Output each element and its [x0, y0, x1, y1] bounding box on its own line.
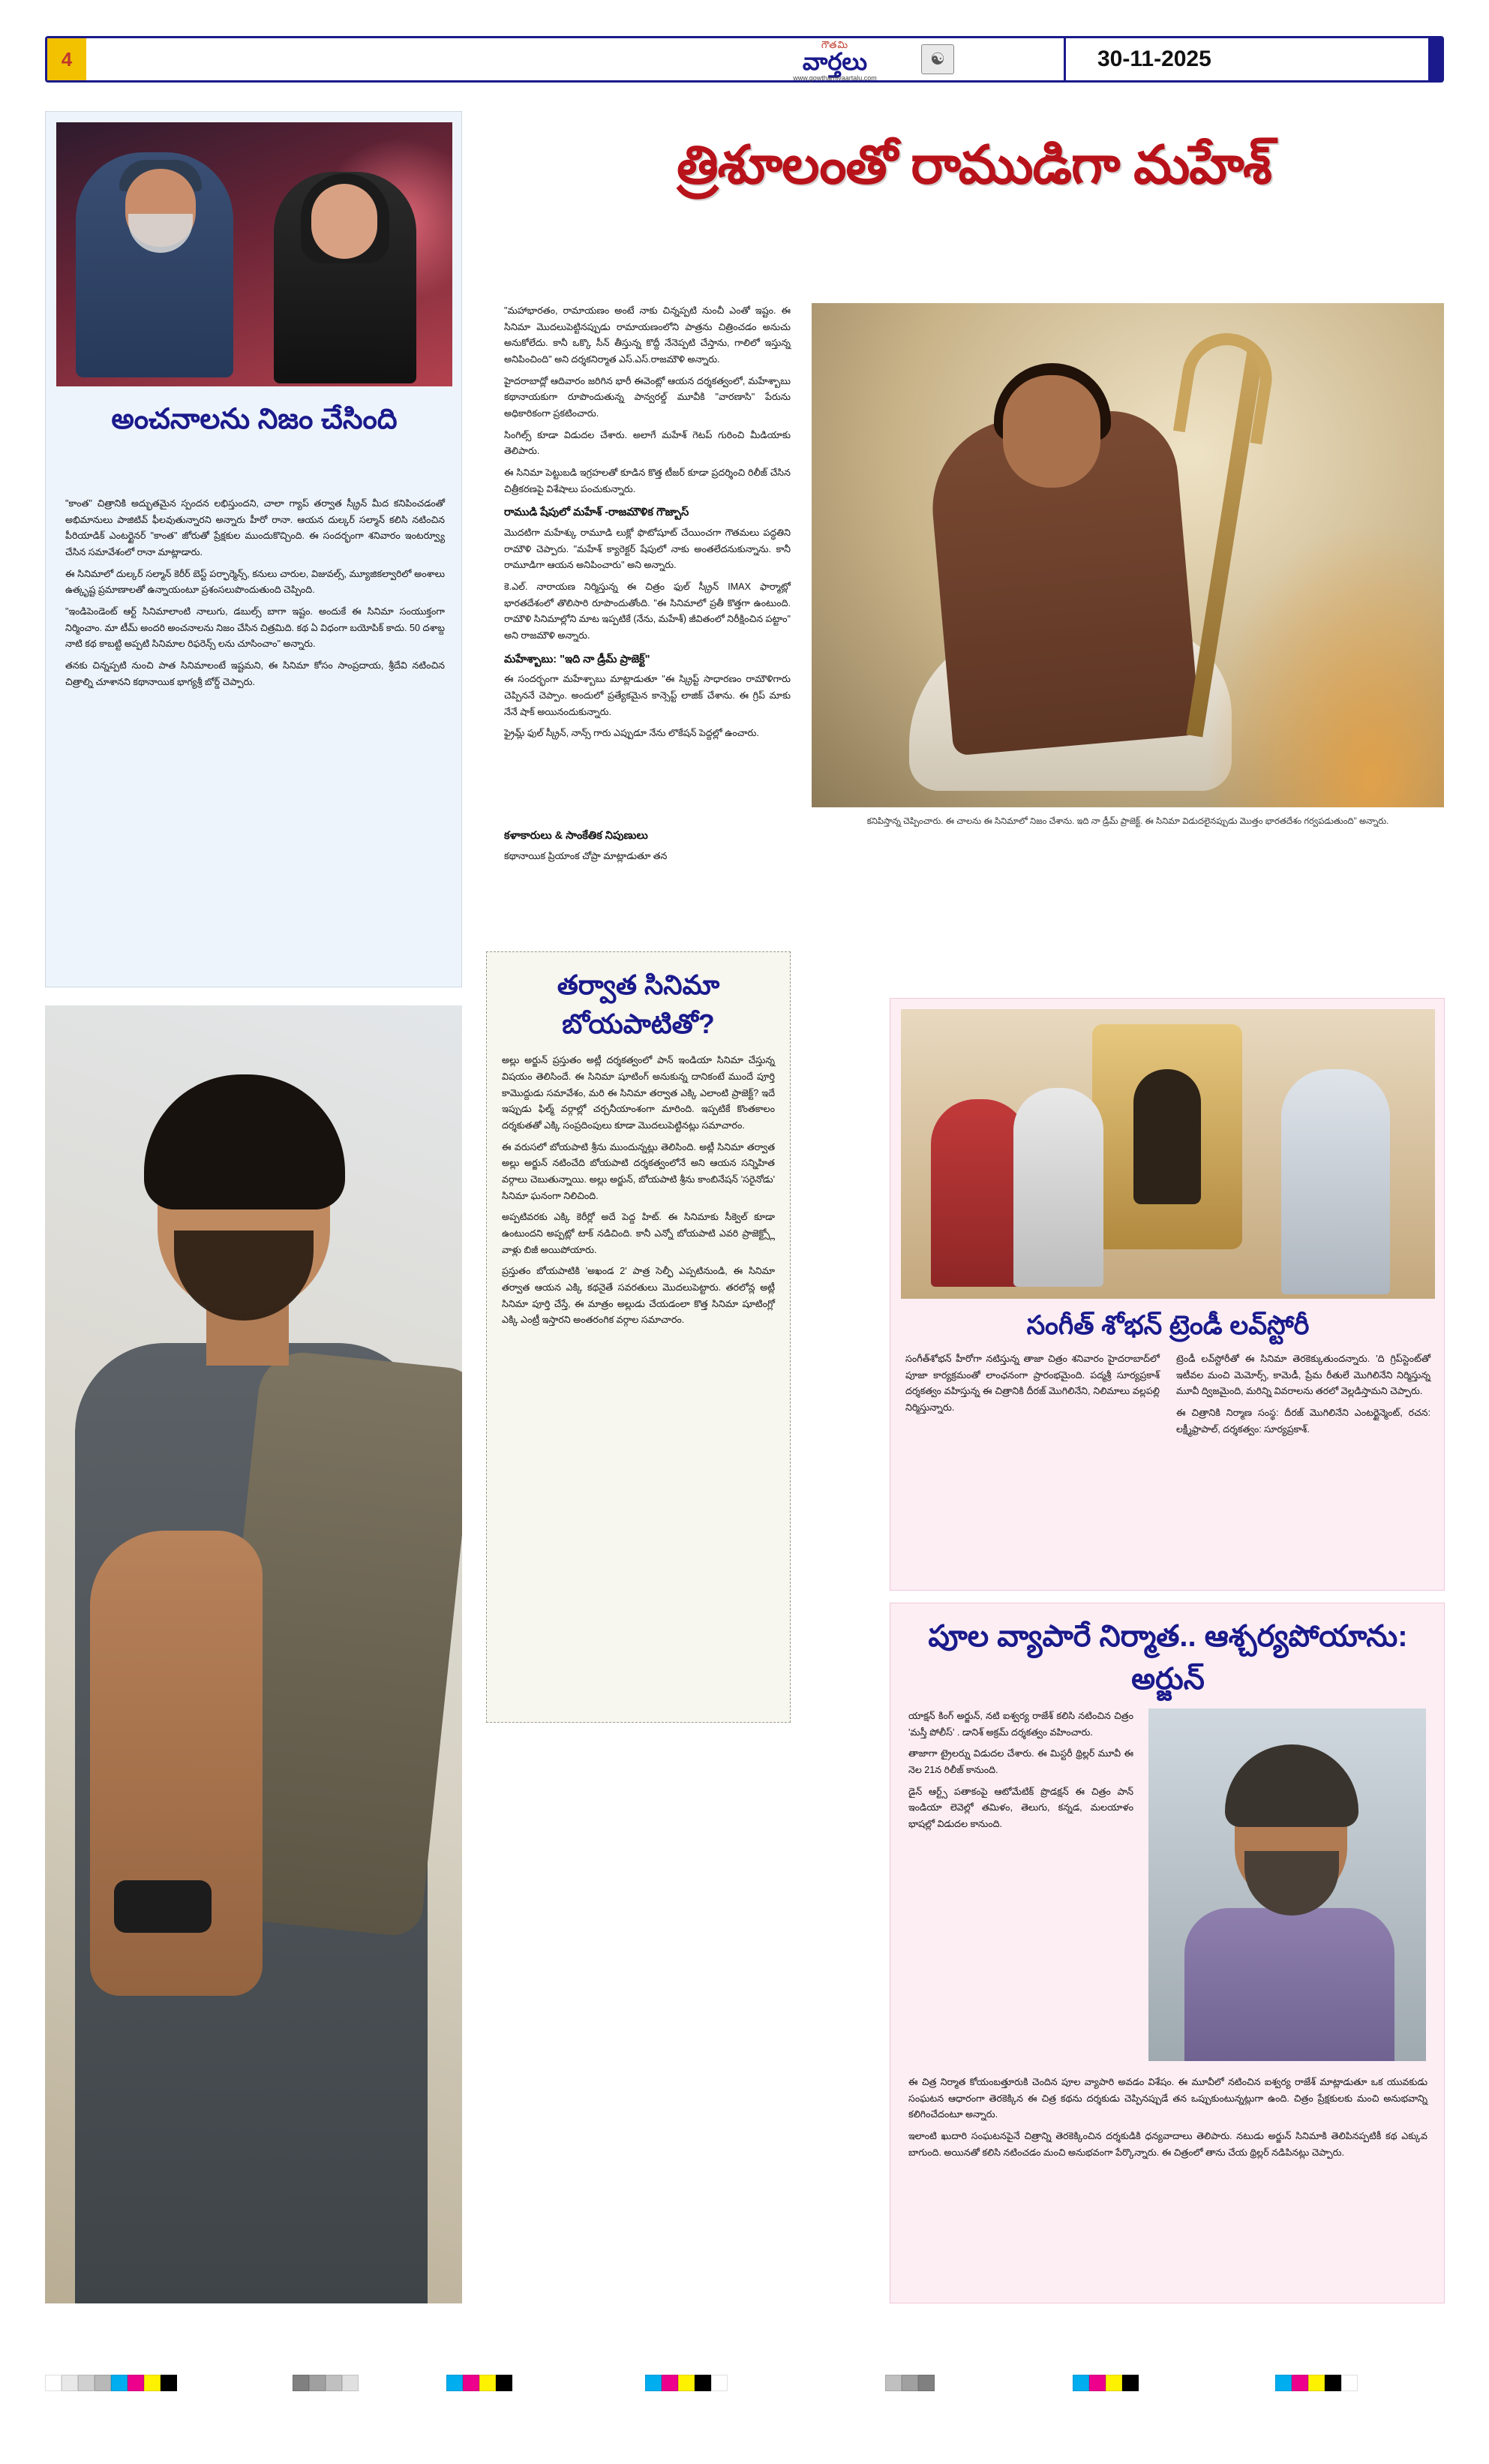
paragraph: ట్రెండీ లవ్‌స్టోరీతో ఈ సినిమా తెరకెక్కుతుందన్నారు. 'ది గ్రిప్‌స్టెంట్‌తో ఇటీవల మంచి మెమోర్స్, కామెడీ, ప్రేమ రీతులే మొగిలినేని నిర్మిస్తున్న మూవీ ద్విజమైంది, మరిన్ని వివరాలను తరలో వెల్లడిస్తామని చెప్పారు. [1176, 1354, 1430, 1397]
color-swatch [1341, 2375, 1358, 2391]
paragraph: హైదరాబాద్లో ఆదివారం జరిగిన భారీ ఈవెంట్లో ఆయన దర్శకత్వంలో, మహేశ్బాబు కథానాయకుగా రూపొందుతున్న పాన్వరల్డ్ మూవీకి "వారణాసి" పేరును అధికారికంగా ప్రకటించారు. [504, 375, 791, 419]
color-swatch [78, 2375, 95, 2391]
color-swatch [1106, 2375, 1122, 2391]
color-bar-group [885, 2375, 935, 2391]
article-arjun [890, 1603, 1445, 2303]
color-swatch [1325, 2375, 1341, 2391]
sangeeth-body [905, 1351, 1430, 1438]
newspaper-logo [722, 40, 947, 82]
color-swatch [95, 2375, 111, 2391]
paragraph: ఈ చిత్ర నిర్మాత కోయంబత్తూరుకి చెందిన పూల వ్యాపారి అవడం విశేషం. ఈ మూవీలో నటించిన ఐశ్వర్య రాజేశ్ మాట్లాడుతూ ఒక యువకుడు సంఘటన ఆధారంగా తెరకెక్కిన ఈ చిత్ర కథను దర్శకుడు చెప్పినప్పుడే తన ఒప్పుకుంటున్నట్లుగా ఉంది. చిత్రం ప్రేక్షకులకు మంచి అనుభవాన్ని కలిగించేదంటూ అన్నారు. [908, 2077, 1427, 2120]
mahesh-subheading-3: కళాకారులు & సాంకేతిక నిపుణులు [504, 830, 648, 842]
mahesh-article-column-1 [504, 303, 791, 747]
color-bar-group [446, 2375, 512, 2391]
paragraph: సింగిల్స్ కూడా విడుదల చేశారు. అలాగే మహేశ్ గెటప్ గురించి మీడియాకు తెలిపారు. [504, 429, 791, 457]
color-swatch [496, 2375, 512, 2391]
color-swatch [128, 2375, 144, 2391]
paragraph: తాజాగా ట్రైలర్ను విడుదల చేశారు. ఈ మిస్టరీ థ్రిల్లర్ మూవీ ఈ నెల 21న రిలీజ్ కానుంది. [908, 1748, 1133, 1775]
photo-wristwatch [114, 1880, 212, 1933]
main-headline: త్రిశూలంతో రాముడిగా మహేశ్ [677, 136, 1271, 195]
color-swatch [479, 2375, 496, 2391]
color-swatch [111, 2375, 128, 2391]
paragraph: ఈ సందర్భంగా మహేశ్బాబు మాట్లాడుతూ "ఈ స్క్రిప్ట్ సాధారణం రామౌళిగారు చెప్పిననే చెప్పాం. అందులో ప్రత్యేకమైన కాన్సెప్ట్ లాజిక్ చేశాను. ఈ గ్రిప్ మాకు నేనే షాక్ అయినందుకున్నారు. [504, 674, 791, 717]
paragraph: సంగీత్‌శోభన్ హీరోగా నటిస్తున్న తాజా చిత్రం శనివారం హైదరాబాద్‌లో పూజా కార్యక్రమంతో లాంఛనంగా ప్రారంభమైంది. పద్మశ్రీ సూర్యప్రకాశ్ దర్శకత్వం వహిస్తున్న ఈ చిత్రానికి దీరజ్ మొగిలినేని, నిలిమాలు వల్లపల్లి నిర్మిస్తున్నారు. [905, 1354, 1160, 1413]
photo-hair [1225, 1744, 1358, 1827]
paragraph: ఈ సినిమా పెట్టుబడి ఇగ్రహలతో కూడిన కొత్త టీజర్ కూడా ప్రదర్శించి రిలీజ్ చేసిన చిత్రీకరణపై విశేషాలు పంచుకున్నారు. [504, 467, 791, 494]
color-swatch [463, 2375, 479, 2391]
boyapati-body [502, 1053, 775, 1329]
color-swatch [1292, 2375, 1308, 2391]
paragraph: అప్పటివరకు ఎక్కి కెరీర్లో అదే పెద్ద హిట్. ఈ సినిమాకు సీక్వెల్ కూడా ఉంటుందని అప్పట్లో టాక్ నడిచింది. కానీ ఎన్నో బోయపాటి ఎవరి ప్రాజెక్ట్స్లో వాళ్లు బిజీ అయిపోయారు. [502, 1212, 775, 1255]
allu-arjun-photo [45, 1005, 462, 2303]
photo-face-female [311, 184, 377, 259]
paragraph: మొదటిగా మహేశ్కు రామూడి లుక్లో ఫొటోషూట్ చేయించగా గౌతమలు పద్ధతిని రామౌళి చెప్పారు. "మహేశ్ క్యారెక్టర్ షేపులో నాకు అంతలేదనుకున్నాను. కానీ రామూడిగా ఆయన అనిపించారు" అని అన్నారు. [504, 527, 791, 571]
poster-hero-face [1003, 375, 1100, 488]
paragraph: "కాంత" చిత్రానికి అద్భుతమైన స్పందన లభిస్తుందని, చాలా గ్యాప్ తర్వాత స్క్రీన్ మీద కనిపించడంతో అభిమానులు పాజిటివ్ ఫీలవుతున్నారని అన్నారు హీరో రానా. ఆయన దుల్కర్ సల్మాన్ కలిసి నటించిన పీరియాడిక్ ఎంటర్టైనర్ "కాంత" జోరుతో ప్రేక్షకుల ముందుకొచ్చింది. ఈ సందర్భంగా శనివారం ఇంటర్వ్యూ చేసిన సమావేశంలో రానా మాట్లాడారు. [65, 498, 445, 557]
color-swatch [161, 2375, 177, 2391]
photo-person-2 [1013, 1088, 1103, 1287]
photo-shirt [1184, 1908, 1394, 2061]
paragraph: కె.ఎల్. నారాయణ నిర్మిస్తున్న ఈ చిత్రం ఫుల్ స్క్రీన్ IMAX ఫార్మాట్లో భారతదేశంలో తొలిసారి రూపొందుతోంది. "ఈ సినిమాలో ప్రతీ కొత్తగా ఉంటుంది. రామౌళి సినిమాల్లోని మాట ఇప్పటికే (నేను, మహేశ్) జీవితంలో నిరీక్షించిన పట్టాం" అని రాజమౌళి అన్నారు. [504, 581, 791, 641]
color-swatch [1089, 2375, 1106, 2391]
color-swatch [1122, 2375, 1139, 2391]
color-swatch [645, 2375, 662, 2391]
logo-top-text: గౌతమి [821, 39, 849, 51]
color-swatch [309, 2375, 326, 2391]
color-bar-group [645, 2375, 728, 2391]
mahesh-movie-poster [812, 303, 1444, 807]
mahesh-subheading-2: మహేశ్బాబు: "ఇది నా డ్రీమ్ ప్రాజెక్ట్" [504, 653, 650, 666]
color-swatch [1275, 2375, 1292, 2391]
logo-website-text: www.gowthamivaartalu.com [793, 74, 877, 82]
color-swatch [62, 2375, 78, 2391]
color-swatch [446, 2375, 463, 2391]
mahesh-photo-caption: కనిపిస్తాన్న చెప్పించారు. ఈ చాలను ఈ సినిమాలో నిజం చేశాను. ఇది నా డ్రీమ్ ప్రాజెక్ట్. ఈ సినిమా విడుదలైనప్పుడు మొత్తం భారతదేశం గర్వపడుతుంది" అన్నారు. [866, 817, 1389, 826]
color-swatch [342, 2375, 359, 2391]
venkatesh-headline: అంచనాలను నిజం చేసింది [111, 404, 398, 435]
sangeeth-launch-photo [901, 1009, 1435, 1299]
venkatesh-photo [56, 122, 452, 386]
sangeeth-headline: సంగీత్ శోభన్ ట్రెండీ లవ్‌స్టోరీ [1026, 1311, 1310, 1340]
masthead-divider [1064, 38, 1066, 80]
masthead [45, 36, 1444, 83]
photo-beard [1244, 1851, 1339, 1916]
color-swatch [695, 2375, 711, 2391]
poster-fire-glow [1204, 522, 1444, 807]
mahesh-subheading-1: రాముడి షేపులో మహేశ్ -రాజమౌళిక గౌజ్బాస్ [504, 506, 689, 519]
photo-person-3 [1281, 1069, 1390, 1294]
color-swatch [45, 2375, 62, 2391]
color-swatch [885, 2375, 902, 2391]
color-bar-group [45, 2375, 177, 2391]
mahesh-article-column-2 [504, 821, 791, 870]
arjun-body-column [908, 1708, 1133, 1838]
photo-idol [1133, 1069, 1201, 1204]
color-swatch [711, 2375, 728, 2391]
color-bar-group [1073, 2375, 1139, 2391]
masthead-right-bar [1428, 38, 1442, 80]
paragraph: ఇలాంటి ఖుదారి సంఘటనపైనే చిత్రాన్ని తెరకెక్కించిన దర్శకుడికి ధన్యవాదాలు తెలిపారు. నటుడు అర్జున్ సినిమాకి తెలిపినప్పటికీ కథ ఎక్కువ బాగుంది. అయినతో కలిసి నటించడం మంచి అనుభవంగా పేర్కొన్నారు. ఈ చిత్రంలో తాను చేయ థ్రిల్లర్ నడిపినట్లు చెప్పారు. [908, 2130, 1427, 2158]
emblem-icon: ☯ [921, 44, 954, 74]
paragraph: కథానాయిక ప్రియాంక చోప్రా మాట్లాడుతూ తన [504, 850, 668, 861]
paragraph: ఈ వరుసలో బోయపాటి శ్రీను ముందున్నట్లు తెలిసింది. అట్లీ సినిమా తర్వాత అల్లు అర్జున్ నటించేది బోయపాటి దర్శకత్వంలోనే అని ఆయన సన్నిహిత వర్గాలు చెబుతున్నాయి. అల్లు అర్జున్, బోయపాటి శ్రీను కాంబినేషన్ 'సరైనోడు' సినిమా ఘనంగా నిలిచింది. [502, 1141, 775, 1201]
color-swatch [902, 2375, 918, 2391]
color-bar-group [293, 2375, 359, 2391]
arjun-bottom-text [908, 2075, 1427, 2166]
paragraph: అల్లు అర్జున్ ప్రస్తుతం అట్లీ దర్శకత్వంలో పాన్ ఇండియా సినిమా చేస్తున్న విషయం తెలిసిందే. ఈ సినిమా షూటింగ్ అనుకున్న దానికంటే ముందే పూర్తి కామెుద్దుడు సమావేశం, మరి ఈ సినిమా తర్వాత ఎక్కి ఎలాంటి ప్రాజెక్ట్? ఇదే ఇప్పుడు ఫిల్మ్ వర్గాల్లో చర్చనీయాంశంగా మారింది. ఇప్పటికే కొంతకాలం దర్శకుతతో ఎక్కి సంప్రదింపులు కూడా మొదలుపెట్టినట్లు సమాచారం. [502, 1055, 775, 1131]
paragraph: "ఇండిపెండెంట్ ఆర్ట్ సినిమాలాంటి నాలుగు, డబుల్స్ బాగా ఇష్టం. అందుకే ఈ సినిమా సంయుక్తంగా నిర్మించాం. మా టీమ్ అందరి అంచనాలను నిజం చేసిన చిత్రమిది. కథ ఏ విధంగా బయోపిక్ కాదు. 50 దశాబ్ద నాటి కథ కాబట్టి అప్పటి సినిమాల రిఫరెన్స్ లను చూసించాం" అన్నారు. [65, 605, 445, 650]
color-swatch [1308, 2375, 1325, 2391]
color-swatch [293, 2375, 309, 2391]
color-swatch [678, 2375, 695, 2391]
article-boyapati [486, 951, 791, 1723]
color-swatch [144, 2375, 161, 2391]
paragraph: తనకు చిన్నప్పటి నుంచి పాత సినిమాలంటే ఇష్టమని, ఈ సినిమా కోసం సాంప్రదాయ, శ్రీదేవి నటించిన చిత్రాల్ని చూశానని కథానాయిక భాగ్యశ్రీ బోర్డ్ చెప్పారు. [65, 660, 445, 687]
paragraph: "మహాభారతం, రామాయణం అంటే నాకు చిన్నప్పటి నుంచీ ఎంతో ఇష్టం. ఈ సినిమా మొదలుపెట్టినప్పుడు రామాయణంలోని పాత్రను చిత్రించడం అనుచు అనుకోలేదు. కానీ ఒక్కొ సీన్ తీస్తున్న కొద్దీ నేనెప్పటి చేస్తాను, గాలిలో ఇస్తున్న అనిపించింది" అని దర్శకనిర్మాత ఎస్.ఎస్.రాజమౌళి అన్నారు. [504, 305, 791, 365]
paragraph: యాక్షన్ కింగ్ అర్జున్, నటి ఐశ్వర్య రాజేశ్ కలిసి నటించిన చిత్రం 'మస్తీ పోలీస్' . డానిశ్ అక్రమ్ దర్శకత్వం వహించారు. [908, 1711, 1133, 1738]
paragraph: ఫ్రైమ్ల్ ఫుల్ స్క్రీన్, నాన్స్ గారు ఎప్పుడూ నేను లొకేషన్ పెద్దల్లో ఉంచారు. [504, 728, 759, 739]
color-bar-group [1275, 2375, 1358, 2391]
photo-person-female [274, 172, 416, 383]
color-swatch [326, 2375, 342, 2391]
color-registration-bars [0, 2375, 1489, 2397]
publication-date: 30-11-2025 [1097, 47, 1211, 71]
paragraph: ప్రస్తుతం బోయపాటికి 'అఖండ 2' పాత్ర సెల్ఫీ ఎప్పటినుండి, ఈ సినిమా తర్వాత ఆయన ఎక్కి కథనైతే సవరతులు మొదలుపెట్టారు. తరలోన్ల అట్లీ సినిమా పూర్తి చేస్తే, ఈ మాత్రం అల్లుడు చేయడంలా కొత్త సినిమా షూటింగ్లో ఎక్కి ఎంట్రీ ఇస్తారని అంతరంగిక వర్గాల సమాచారం. [502, 1266, 775, 1326]
paragraph: డైన్ ఆర్ట్స్ పతాకంపై ఆటోమేటిక్ ప్రొడక్షన్ ఈ చిత్రం పాన్ ఇండియా లెవెల్లో తమిళం, తెలుగు, కన్నడ, మలయాళం భాషల్లో విడుదల కానుంది. [908, 1786, 1133, 1829]
boyapati-headline: తర్వాత సినిమా బోయపాటితో? [557, 969, 720, 1040]
article-venkatesh [45, 111, 462, 987]
logo-main-text: వార్తలు [802, 48, 868, 76]
photo-beard [128, 214, 193, 253]
photo-person-male [76, 152, 233, 377]
paragraph: ఈ చిత్రానికి నిర్మాణ సంస్థ: దీరజ్ మొగిలినేని ఎంటర్టైన్మెంట్, రచన: లక్ష్మీఫ్రాపాల్, దర్శకత్వం: సూర్యప్రకాశ్. [1176, 1407, 1430, 1435]
arjun-headline: పూల వ్యాపారే నిర్మాత.. ఆశ్చర్యపోయాను: అర్జున్ [928, 1620, 1408, 1696]
color-swatch [918, 2375, 935, 2391]
color-swatch [662, 2375, 678, 2391]
page-number: 4 [47, 38, 86, 80]
arjun-photo [1148, 1708, 1426, 2061]
paragraph: ఈ సినిమాలో దుల్కర్ సల్మాన్ కెరీర్ బెస్ట్ పర్ఫార్మెన్స్, కనులు చారుల, విజువల్స్, మ్యూజికల్వారిలో అంశాలు ఉత్కృష్ట ప్రమాణాలతో ఉన్నాయంటూ ప్రశంసలుపొందుతుంది చెప్పింది. [65, 568, 445, 596]
color-swatch [1073, 2375, 1089, 2391]
venkatesh-body [65, 496, 445, 696]
article-sangeeth-shobhan [890, 998, 1445, 1591]
